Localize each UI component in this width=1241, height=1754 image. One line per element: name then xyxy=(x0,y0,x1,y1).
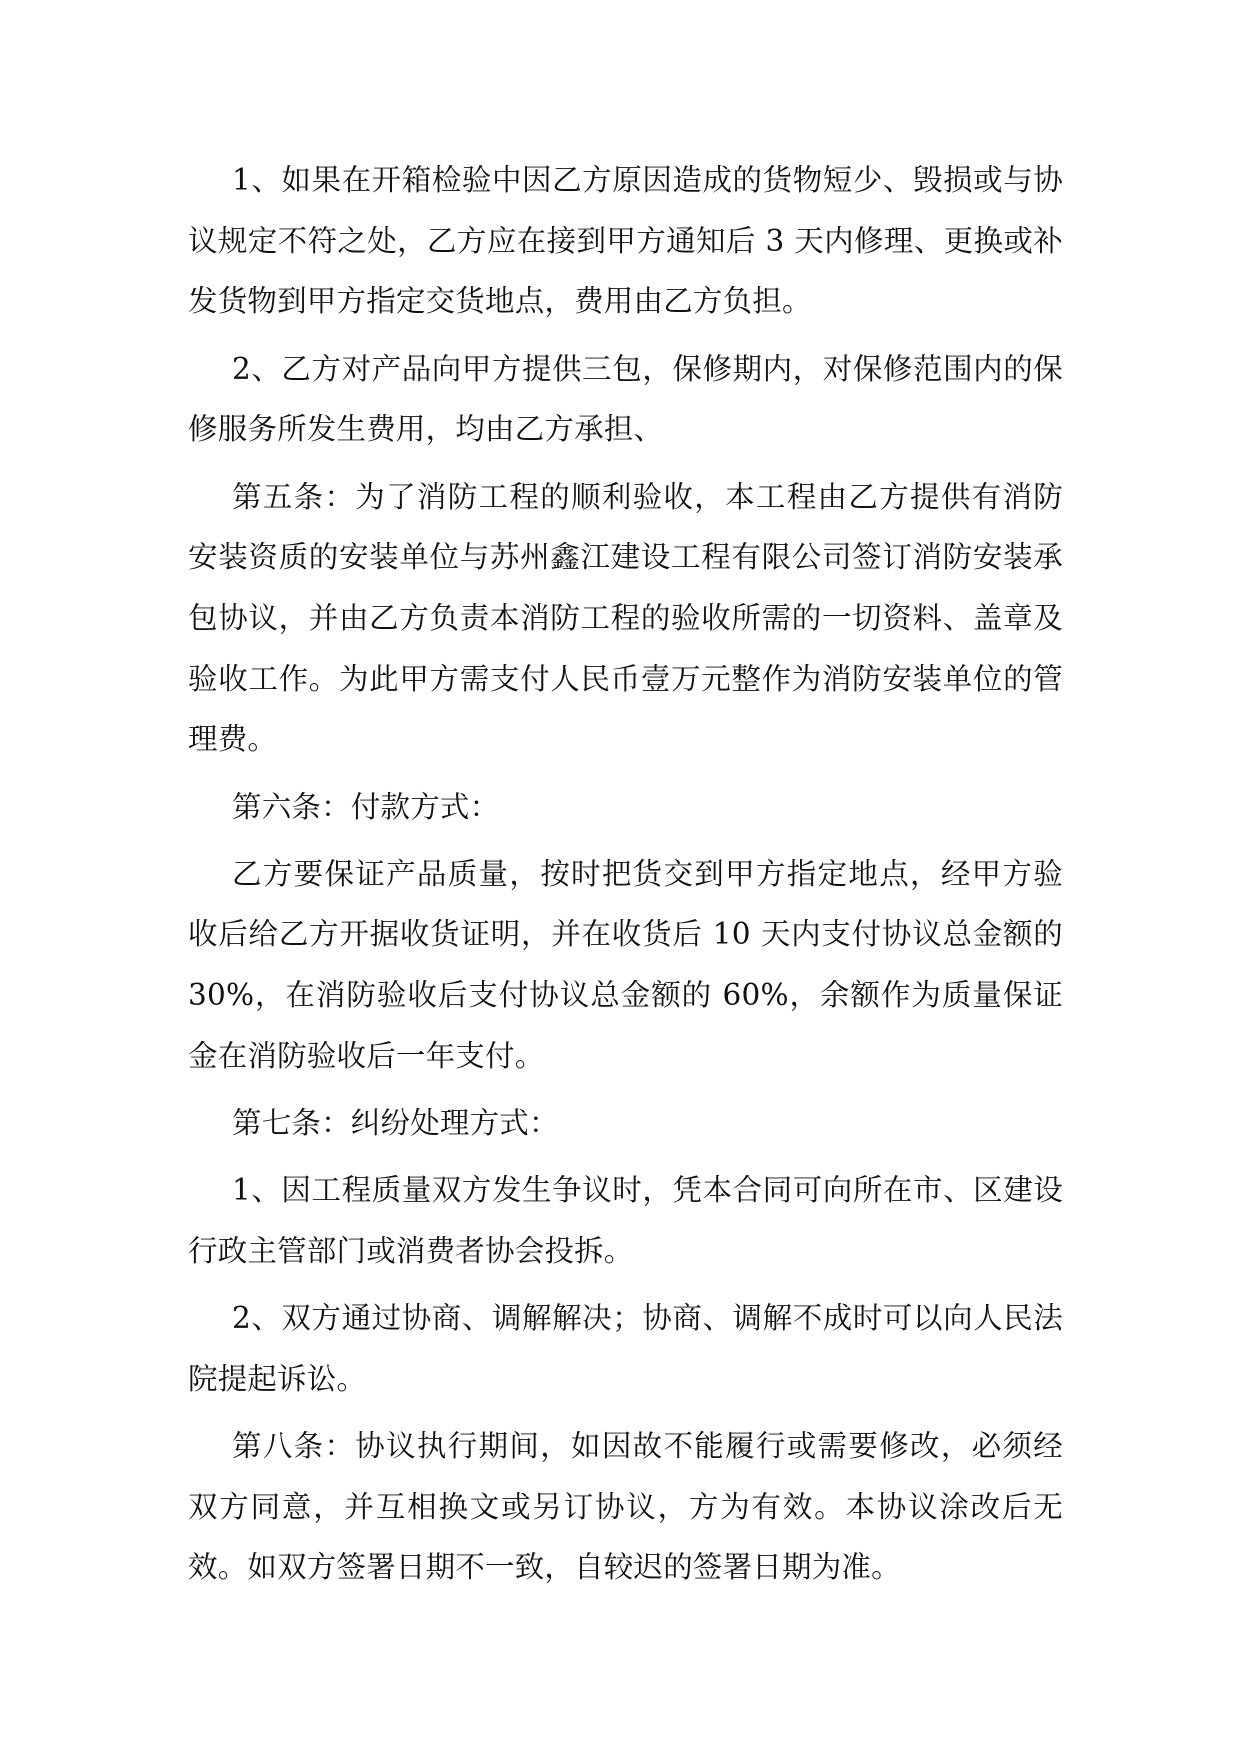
paragraph-article-eight: 第八条：协议执行期间，如因故不能履行或需要修改，必须经双方同意，并互相换文或另订协议，方为有效。本协议涂改后无效。如双方签署日期不一致，自较迟的签署日期为准。 xyxy=(188,1429,1063,1585)
paragraph-payment-terms: 乙方要保证产品质量，按时把货交到甲方指定地点，经甲方验收后给乙方开据收货证明，并在收货后 10 天内支付协议总金额的 30%，在消防验收后支付协议总金额的 60%，余额作为质量保证金在消防验收后一年支付。 xyxy=(188,856,1063,1073)
paragraph-article-six-heading: 第六条：付款方式： xyxy=(232,789,500,824)
paragraph-inspection-clause: 1、如果在开箱检验中因乙方原因造成的货物短少、毁损或与协议规定不符之处，乙方应在接到甲方通知后 3 天内修理、更换或补发货物到甲方指定交货地点，费用由乙方负担。 xyxy=(188,163,1063,319)
paragraph-article-five: 第五条：为了消防工程的顺利验收，本工程由乙方提供有消防安装资质的安装单位与苏州鑫江建设工程有限公司签订消防安装承包协议，并由乙方负责本消防工程的验收所需的一切资料、盖章及验收工作。为此甲方需支付人民币壹万元整作为消防安装单位的管理费。 xyxy=(188,479,1063,757)
document-body xyxy=(188,150,1063,1605)
paragraph-warranty-clause: 2、乙方对产品向甲方提供三包，保修期内，对保修范围内的保修服务所发生费用，均由乙方承担、 xyxy=(188,351,1063,447)
paragraph-dispute-litigation: 2、双方通过协商、调解解决；协商、调解不成时可以向人民法院提起诉讼。 xyxy=(188,1301,1063,1396)
paragraph-dispute-complaint: 1、因工程质量双方发生争议时，凭本合同可向所在市、区建设行政主管部门或消费者协会投拆。 xyxy=(188,1173,1063,1268)
paragraph-article-seven-heading: 第七条：纠纷处理方式： xyxy=(232,1106,559,1141)
